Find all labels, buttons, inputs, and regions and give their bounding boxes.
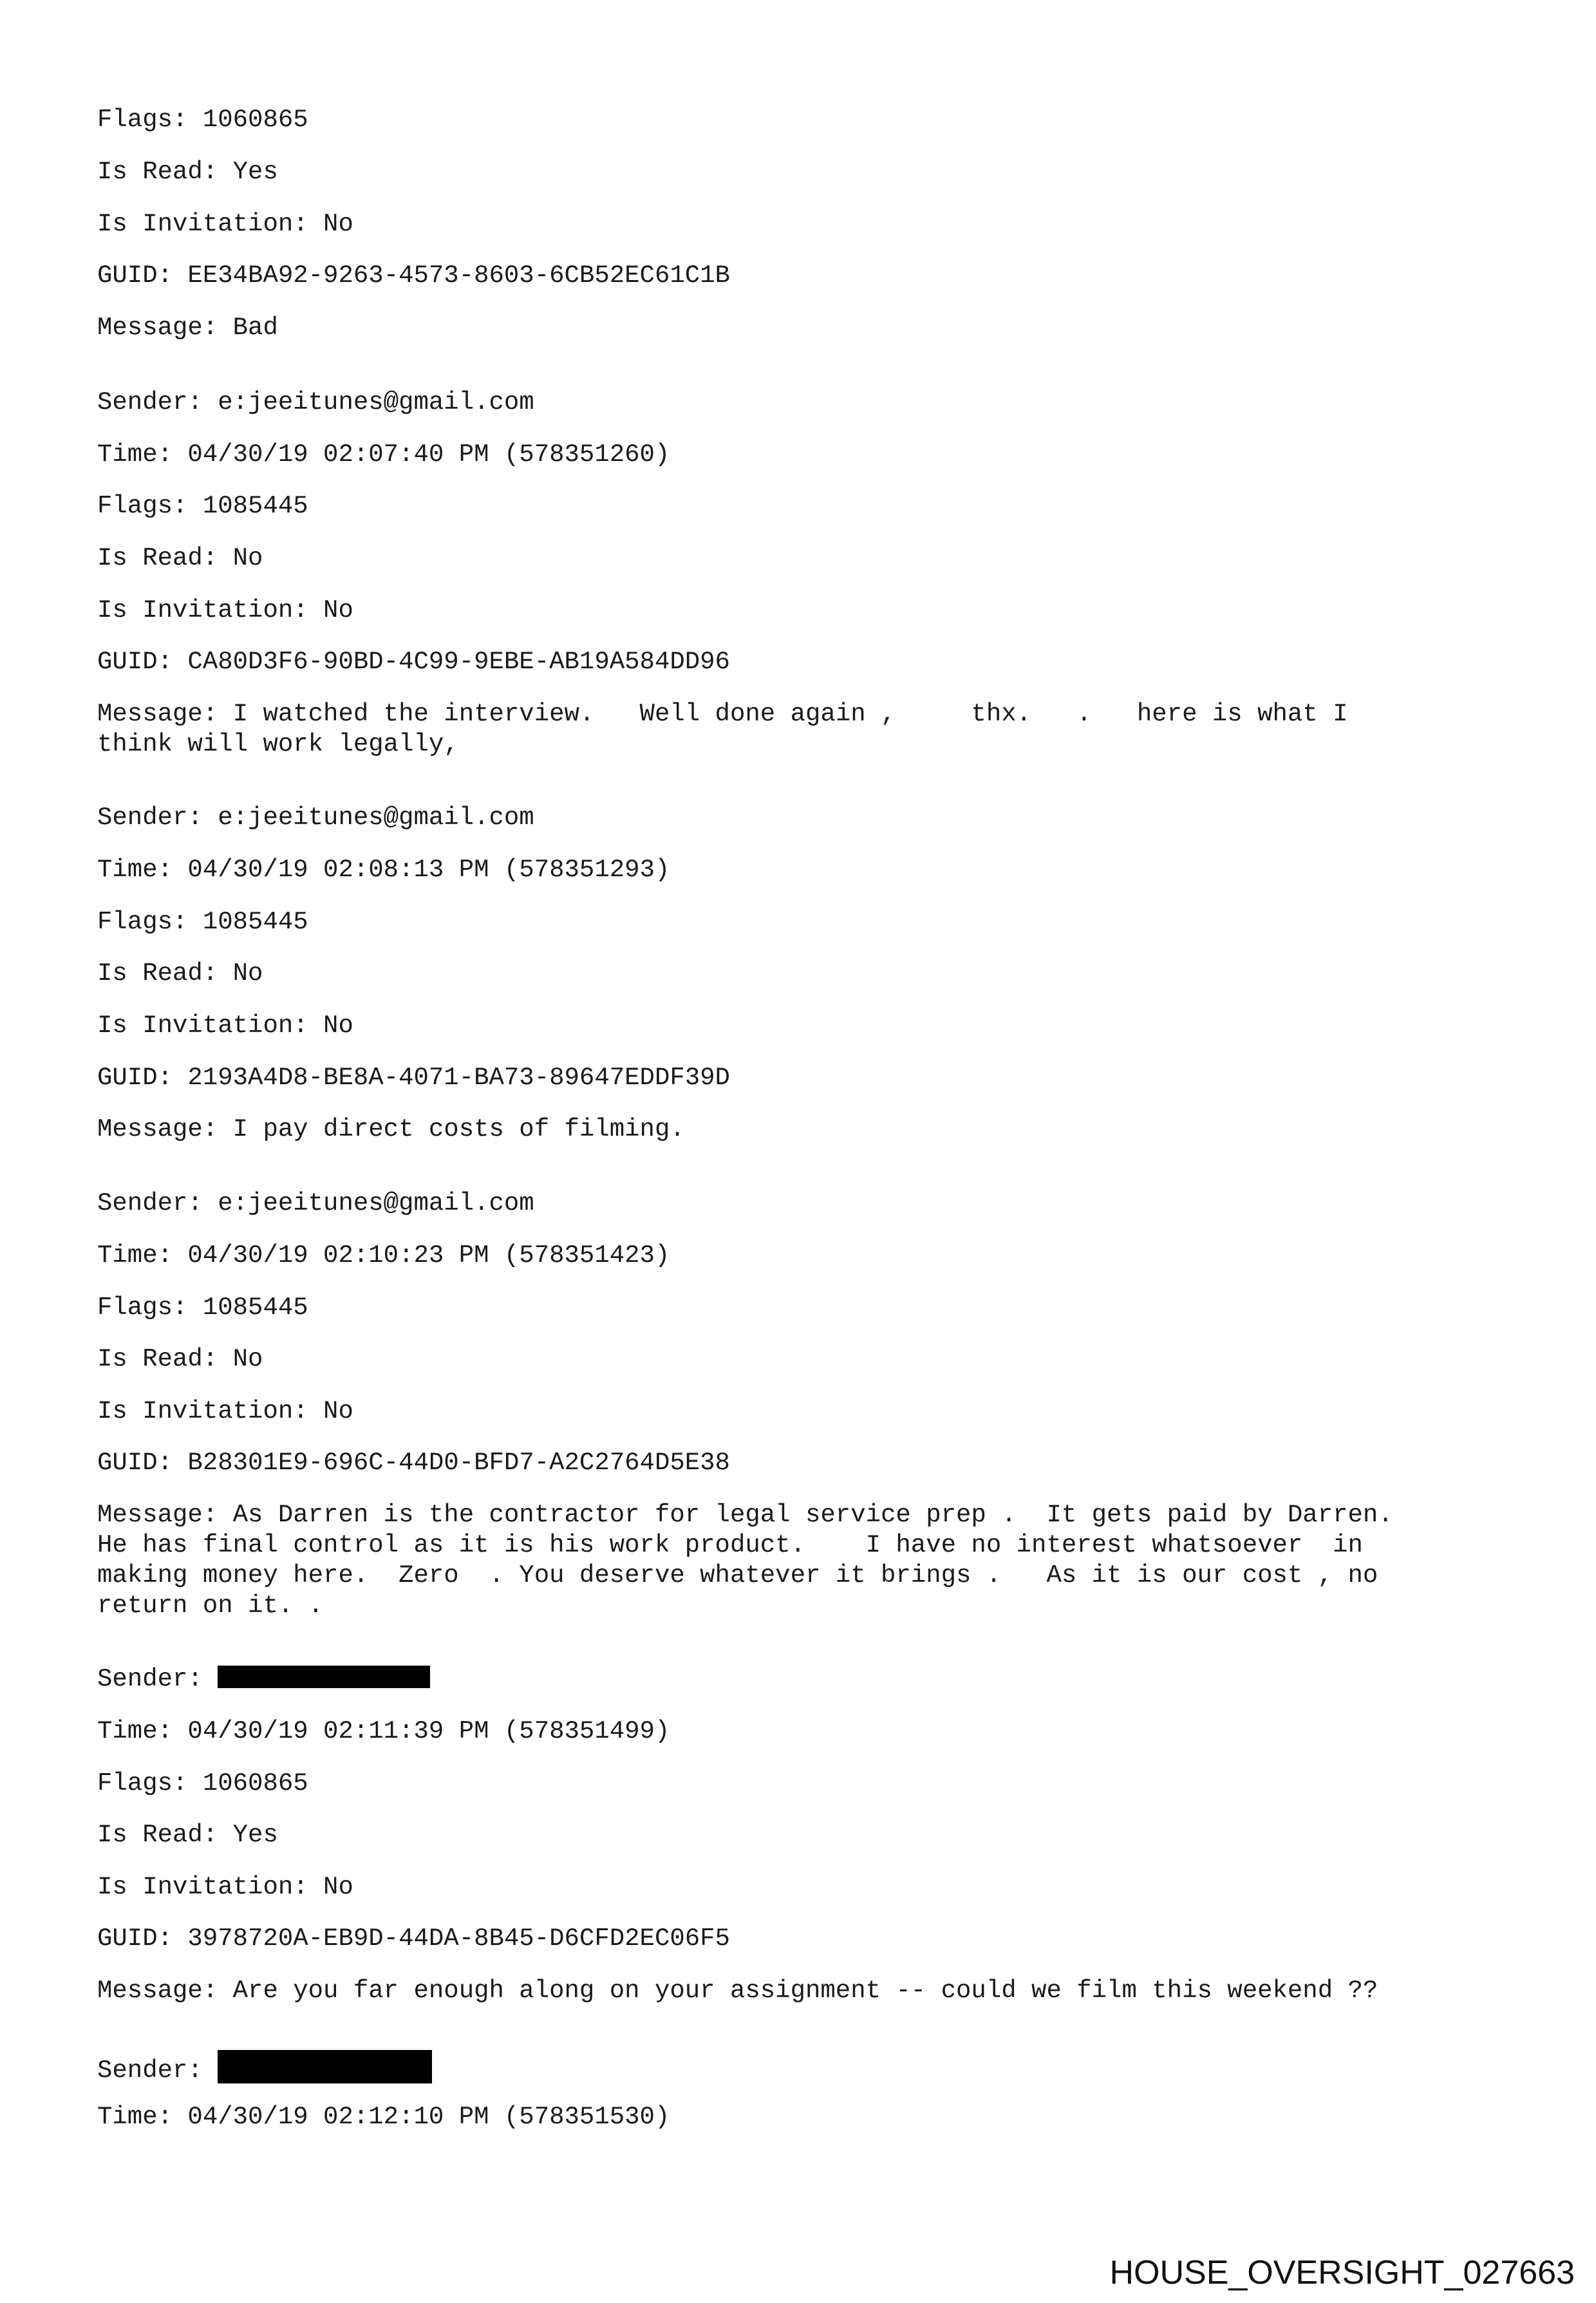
guid-line: GUID: EE34BA92-9263-4573-8603-6CB52EC61C1B [97, 261, 730, 290]
is-read-line: Is Read: Yes [97, 158, 278, 186]
is-invitation-line: Is Invitation: No [97, 1397, 353, 1425]
is-invitation-line: Is Invitation: No [97, 210, 353, 238]
time-line: Time: 04/30/19 02:08:13 PM (578351293) [97, 856, 670, 884]
guid-line: GUID: 2193A4D8-BE8A-4071-BA73-89647EDDF39D [97, 1064, 730, 1092]
flags-line: Flags: 1060865 [97, 106, 308, 134]
bates-number: HOUSE_OVERSIGHT_027663 [1109, 2254, 1575, 2291]
time-line: Time: 04/30/19 02:10:23 PM (578351423) [97, 1241, 670, 1270]
flags-line: Flags: 1085445 [97, 1293, 308, 1322]
sender-line: Sender: e:jeeitunes@gmail.com [97, 1189, 534, 1217]
time-line: Time: 04/30/19 02:12:10 PM (578351530) [97, 2103, 670, 2131]
message-line: return on it. . [97, 1592, 324, 1620]
sender-line: Sender: e:jeeitunes@gmail.com [97, 804, 534, 832]
is-invitation-line: Is Invitation: No [97, 1011, 353, 1040]
sender-label: Sender: [97, 1665, 218, 1693]
sender-line [97, 2050, 432, 2086]
redaction-box [218, 1666, 430, 1688]
is-invitation-line: Is Invitation: No [97, 596, 353, 625]
time-line: Time: 04/30/19 02:07:40 PM (578351260) [97, 440, 670, 469]
flags-line: Flags: 1060865 [97, 1769, 308, 1798]
message-line: think will work legally, [97, 730, 459, 758]
redaction-box [218, 2050, 432, 2083]
message-line: Message: As Darren is the contractor for legal service prep . It gets paid by Darren. [97, 1501, 1393, 1529]
time-line: Time: 04/30/19 02:11:39 PM (578351499) [97, 1717, 670, 1745]
is-read-line: Is Read: Yes [97, 1821, 278, 1849]
guid-line: GUID: CA80D3F6-90BD-4C99-9EBE-AB19A584DD96 [97, 648, 730, 676]
flags-line: Flags: 1085445 [97, 492, 308, 520]
flags-line: Flags: 1085445 [97, 908, 308, 936]
message-line: He has final control as it is his work product. I have no interest whatsoever in [97, 1531, 1363, 1559]
is-read-line: Is Read: No [97, 1345, 263, 1373]
is-read-line: Is Read: No [97, 544, 263, 572]
message-line: Message: I watched the interview. Well done again , thx. . here is what I [97, 700, 1348, 728]
message-line: Message: Bad [97, 314, 278, 342]
is-invitation-line: Is Invitation: No [97, 1873, 353, 1901]
guid-line: GUID: B28301E9-696C-44D0-BFD7-A2C2764D5E38 [97, 1449, 730, 1477]
message-line: Message: I pay direct costs of filming. [97, 1115, 685, 1143]
guid-line: GUID: 3978720A-EB9D-44DA-8B45-D6CFD2EC06F5 [97, 1924, 730, 1953]
sender-label: Sender: [97, 2056, 218, 2085]
sender-line: Sender: e:jeeitunes@gmail.com [97, 388, 534, 417]
message-line: making money here. Zero . You deserve whatever it brings . As it is our cost , no [97, 1561, 1378, 1590]
message-line: Message: Are you far enough along on your assignment -- could we film this weekend ?? [97, 1977, 1378, 2005]
is-read-line: Is Read: No [97, 959, 263, 988]
sender-line [97, 1664, 430, 1695]
